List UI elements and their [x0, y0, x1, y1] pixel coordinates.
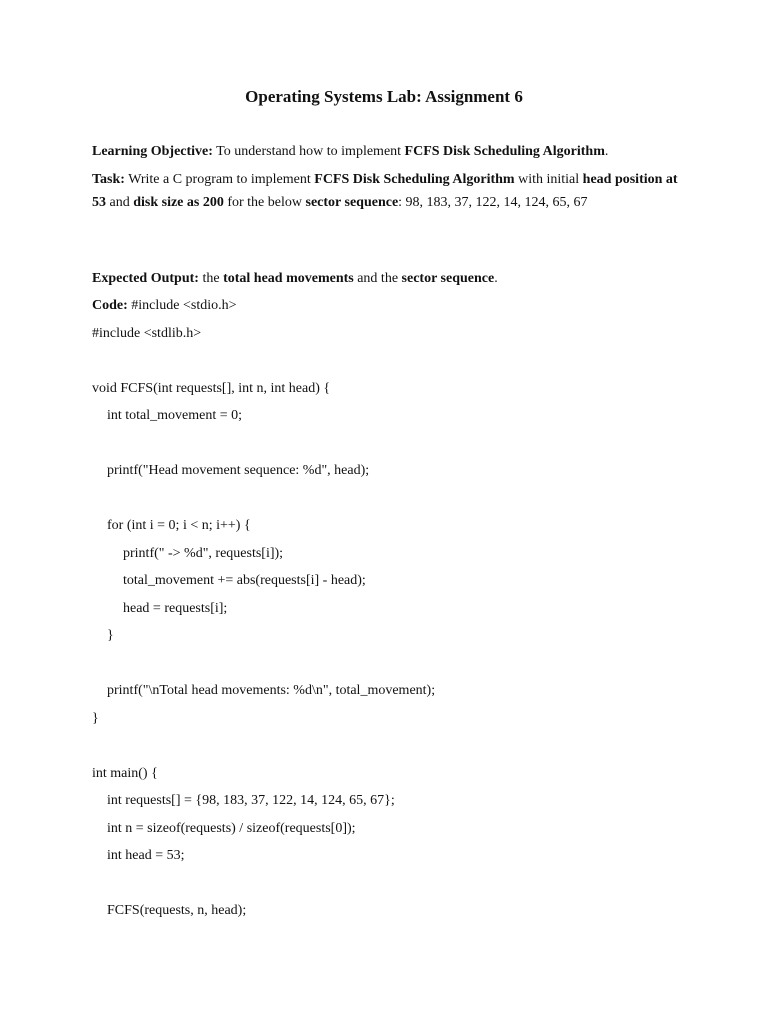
document-title: Operating Systems Lab: Assignment 6 — [245, 87, 523, 106]
code-line: void FCFS(int requests[], int n, int head) { — [92, 381, 331, 396]
code-line: head = requests[i]; — [123, 601, 228, 616]
expected-output — [92, 267, 682, 290]
code-line: printf(" -> %d", requests[i]); — [123, 546, 284, 561]
code-line: int n = sizeof(requests) / sizeof(requests[0]); — [107, 821, 356, 836]
task-disk-size: disk size as 200 — [133, 195, 224, 210]
code-label: Code: — [92, 298, 128, 313]
learning-objective-text: To understand how to implement — [212, 144, 405, 159]
task-description — [92, 168, 682, 214]
expected-output-text-1: the — [198, 271, 224, 286]
code-line: int main() { — [92, 766, 158, 781]
expected-output-sector-sequence: sector sequence — [401, 271, 495, 286]
expected-output-label: Expected Output: — [92, 271, 199, 286]
learning-objective — [92, 140, 682, 163]
code-line-include-stdio: #include <stdio.h> — [127, 298, 237, 313]
expected-output-head-movements: total head movements — [223, 271, 354, 286]
code-line: } — [107, 628, 114, 643]
task-head-position: head position at 53 — [92, 172, 678, 210]
code-line: int total_movement = 0; — [107, 408, 243, 423]
code-heading — [92, 294, 682, 317]
code-line: printf("\nTotal head movements: %d\n", total_movement); — [107, 683, 436, 698]
expected-output-text-2: and the — [353, 271, 402, 286]
code-line: } — [92, 711, 99, 726]
code-line: total_movement += abs(requests[i] - head); — [123, 573, 366, 588]
expected-output-end: . — [494, 271, 498, 286]
task-text-3: and — [106, 195, 134, 210]
code-line: int requests[] = {98, 183, 37, 122, 14, 124, 65, 67}; — [107, 793, 395, 808]
task-text-2: with initial — [514, 172, 583, 187]
code-line: #include <stdlib.h> — [92, 326, 202, 341]
learning-objective-end: . — [604, 144, 609, 159]
learning-objective-algorithm: FCFS Disk Scheduling Algorithm — [404, 144, 605, 159]
code-line: for (int i = 0; i < n; i++) { — [107, 518, 251, 533]
code-line: FCFS(requests, n, head); — [107, 903, 247, 918]
task-algorithm: FCFS Disk Scheduling Algorithm — [314, 172, 515, 187]
task-label: Task: — [92, 172, 125, 187]
task-text-1: Write a C program to implement — [124, 172, 315, 187]
task-sector-values: : 98, 183, 37, 122, 14, 124, 65, 67 — [398, 195, 588, 210]
learning-objective-label: Learning Objective: — [92, 144, 213, 159]
task-sector-sequence-label: sector sequence — [305, 195, 399, 210]
code-line: int head = 53; — [107, 848, 185, 863]
code-line: printf("Head movement sequence: %d", head); — [107, 463, 370, 478]
task-text-4: for the below — [223, 195, 306, 210]
